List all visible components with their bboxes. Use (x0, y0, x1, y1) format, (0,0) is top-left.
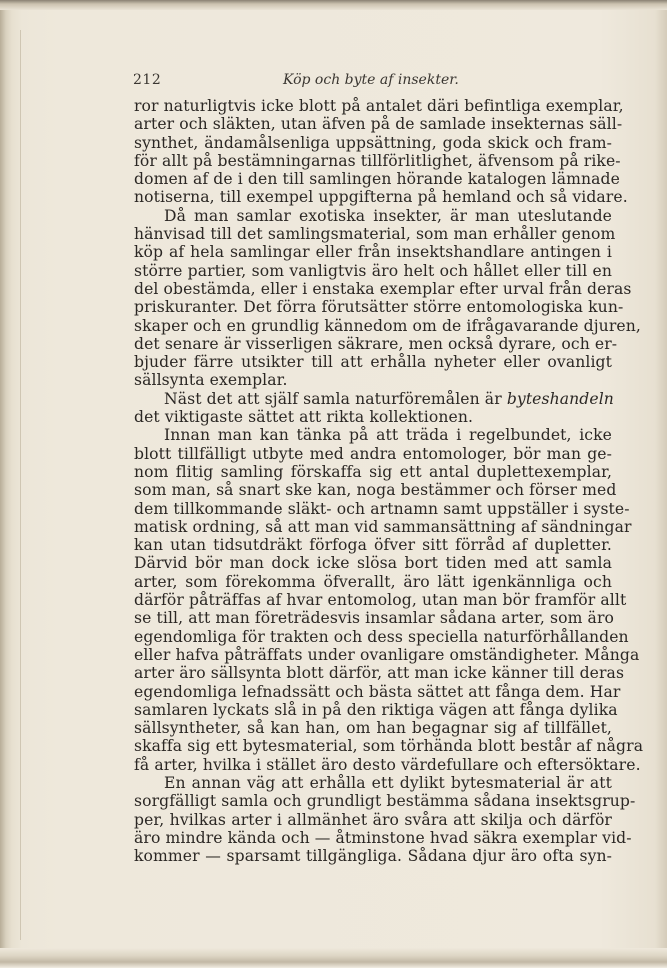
page-fold-line (20, 30, 21, 940)
text-line: hänvisad till det samlingsmaterial, som man erhåller genom (134, 225, 616, 244)
page-top-edge (0, 0, 667, 10)
text-line: domen af de i den till samlingen hörande katalogen lämnade (134, 170, 620, 189)
text-line: äro mindre kända och — åtminstone hvad säkra exemplar vid- (134, 828, 632, 847)
text-line: Innan man kan tänka på att träda i regelbundet, icke (164, 426, 612, 445)
text-line: En annan väg att erhålla ett dylikt bytesmaterial är att (164, 773, 612, 792)
text-line: som man, så snart ske kan, noga bestämmer och förser med (134, 481, 617, 500)
text-line: se till, att man företrädesvis insamlar sådana arter, som äro (134, 609, 614, 628)
text-line: kan utan tidsutdräkt förfoga öfver sitt förråd af dupletter. (134, 536, 612, 555)
text-segment: Näst det att själf samla naturföremålen är (164, 389, 507, 408)
text-line: synthet, ändamålsenliga uppsättning, goda skick och fram- (134, 133, 612, 152)
text-line: priskuranter. Det förra förutsätter större entomologiska kun- (134, 298, 624, 317)
text-line: sällsyntheter, så kan han, om han begagnar sig af tillfället, (134, 719, 612, 738)
text-line: det viktigaste sättet att rikta kollektionen. (134, 408, 474, 427)
text-line: nom flitig samling förskaffa sig ett antal duplettexemplar, (134, 462, 612, 481)
text-line: sorgfälligt samla och grundligt bestämma sådana insektsgrup- (134, 792, 636, 811)
page-left-edge (0, 0, 22, 968)
text-line: därför påträffas af hvar entomolog, utan man bör framför allt (134, 591, 627, 610)
text-line: skaffa sig ett bytesmaterial, som törhända blott består af några (134, 737, 644, 756)
text-line: det senare är visserligen säkrare, men också dyrare, och er- (134, 334, 618, 353)
text-line: för allt på bestämningarnas tillförlitlighet, äfvensom på rike- (134, 151, 621, 170)
text-line: arter äro sällsynta blott därför, att man icke känner till deras (134, 664, 625, 683)
text-line: egendomliga för trakten och dess speciella naturförhållanden (134, 627, 629, 646)
text-line: köp af hela samlingar eller från insektshandlare antingen i (134, 243, 612, 262)
running-title: Köp och byte af insekter. (283, 72, 459, 88)
text-line: del obestämda, eller i enstaka exemplar efter urval från deras (134, 279, 632, 298)
italic-term: byteshandeln (506, 389, 614, 408)
text-line: ror naturligtvis icke blott på antalet däri befintliga exemplar, (134, 97, 624, 115)
text-line: matisk ordning, så att man vid sammansättning af sändningar (134, 517, 632, 536)
text-line: egendomliga lefnadssätt och bästa sättet att fånga dem. Har (134, 682, 621, 701)
page-bottom-edge (0, 948, 667, 968)
text-line: blott tillfälligt utbyte med andra entomologer, bör man ge- (134, 444, 612, 463)
text-line: sällsynta exemplar. (134, 371, 288, 390)
text-line: per, hvilkas arter i allmänhet äro svåra att skilja och därför (134, 810, 612, 829)
text-line: få arter, hvilka i stället äro desto värdefullare och eftersöktare. (134, 755, 641, 774)
text-line: kommer — sparsamt tillgängliga. Sådana djur äro ofta syn- (134, 847, 612, 866)
text-line: större partier, som vanligtvis äro helt och hållet eller till en (134, 261, 612, 280)
text-line: dem tillkommande släkt- och artnamn samt uppställer i syste- (134, 499, 630, 518)
text-line: skaper och en grundlig kännedom om de ifrågavarande djuren, (134, 316, 641, 335)
text-line: samlaren lyckats slå in på den riktiga vägen att fånga dylika (134, 700, 618, 719)
text-line-with-italic (134, 390, 612, 408)
page-number: 212 (133, 72, 162, 88)
text-line: eller hafva påträffats under ovanligare omständigheter. Många (134, 645, 640, 664)
text-line: notiserna, till exempel uppgifterna på hemland och så vidare. (134, 188, 628, 207)
text-line: Då man samlar exotiska insekter, är man uteslutande (164, 206, 612, 225)
text-line: arter, som förekomma öfverallt, äro lätt igenkännliga och (134, 572, 612, 591)
body-text (134, 97, 644, 866)
text-line: bjuder färre utsikter till att erhålla nyheter eller ovanligt (134, 353, 612, 372)
text-line: arter och släkten, utan äfven på de samlade insekternas säll- (134, 115, 623, 134)
text-line: Därvid bör man dock icke slösa bort tiden med att samla (134, 554, 612, 573)
running-header (133, 72, 613, 94)
